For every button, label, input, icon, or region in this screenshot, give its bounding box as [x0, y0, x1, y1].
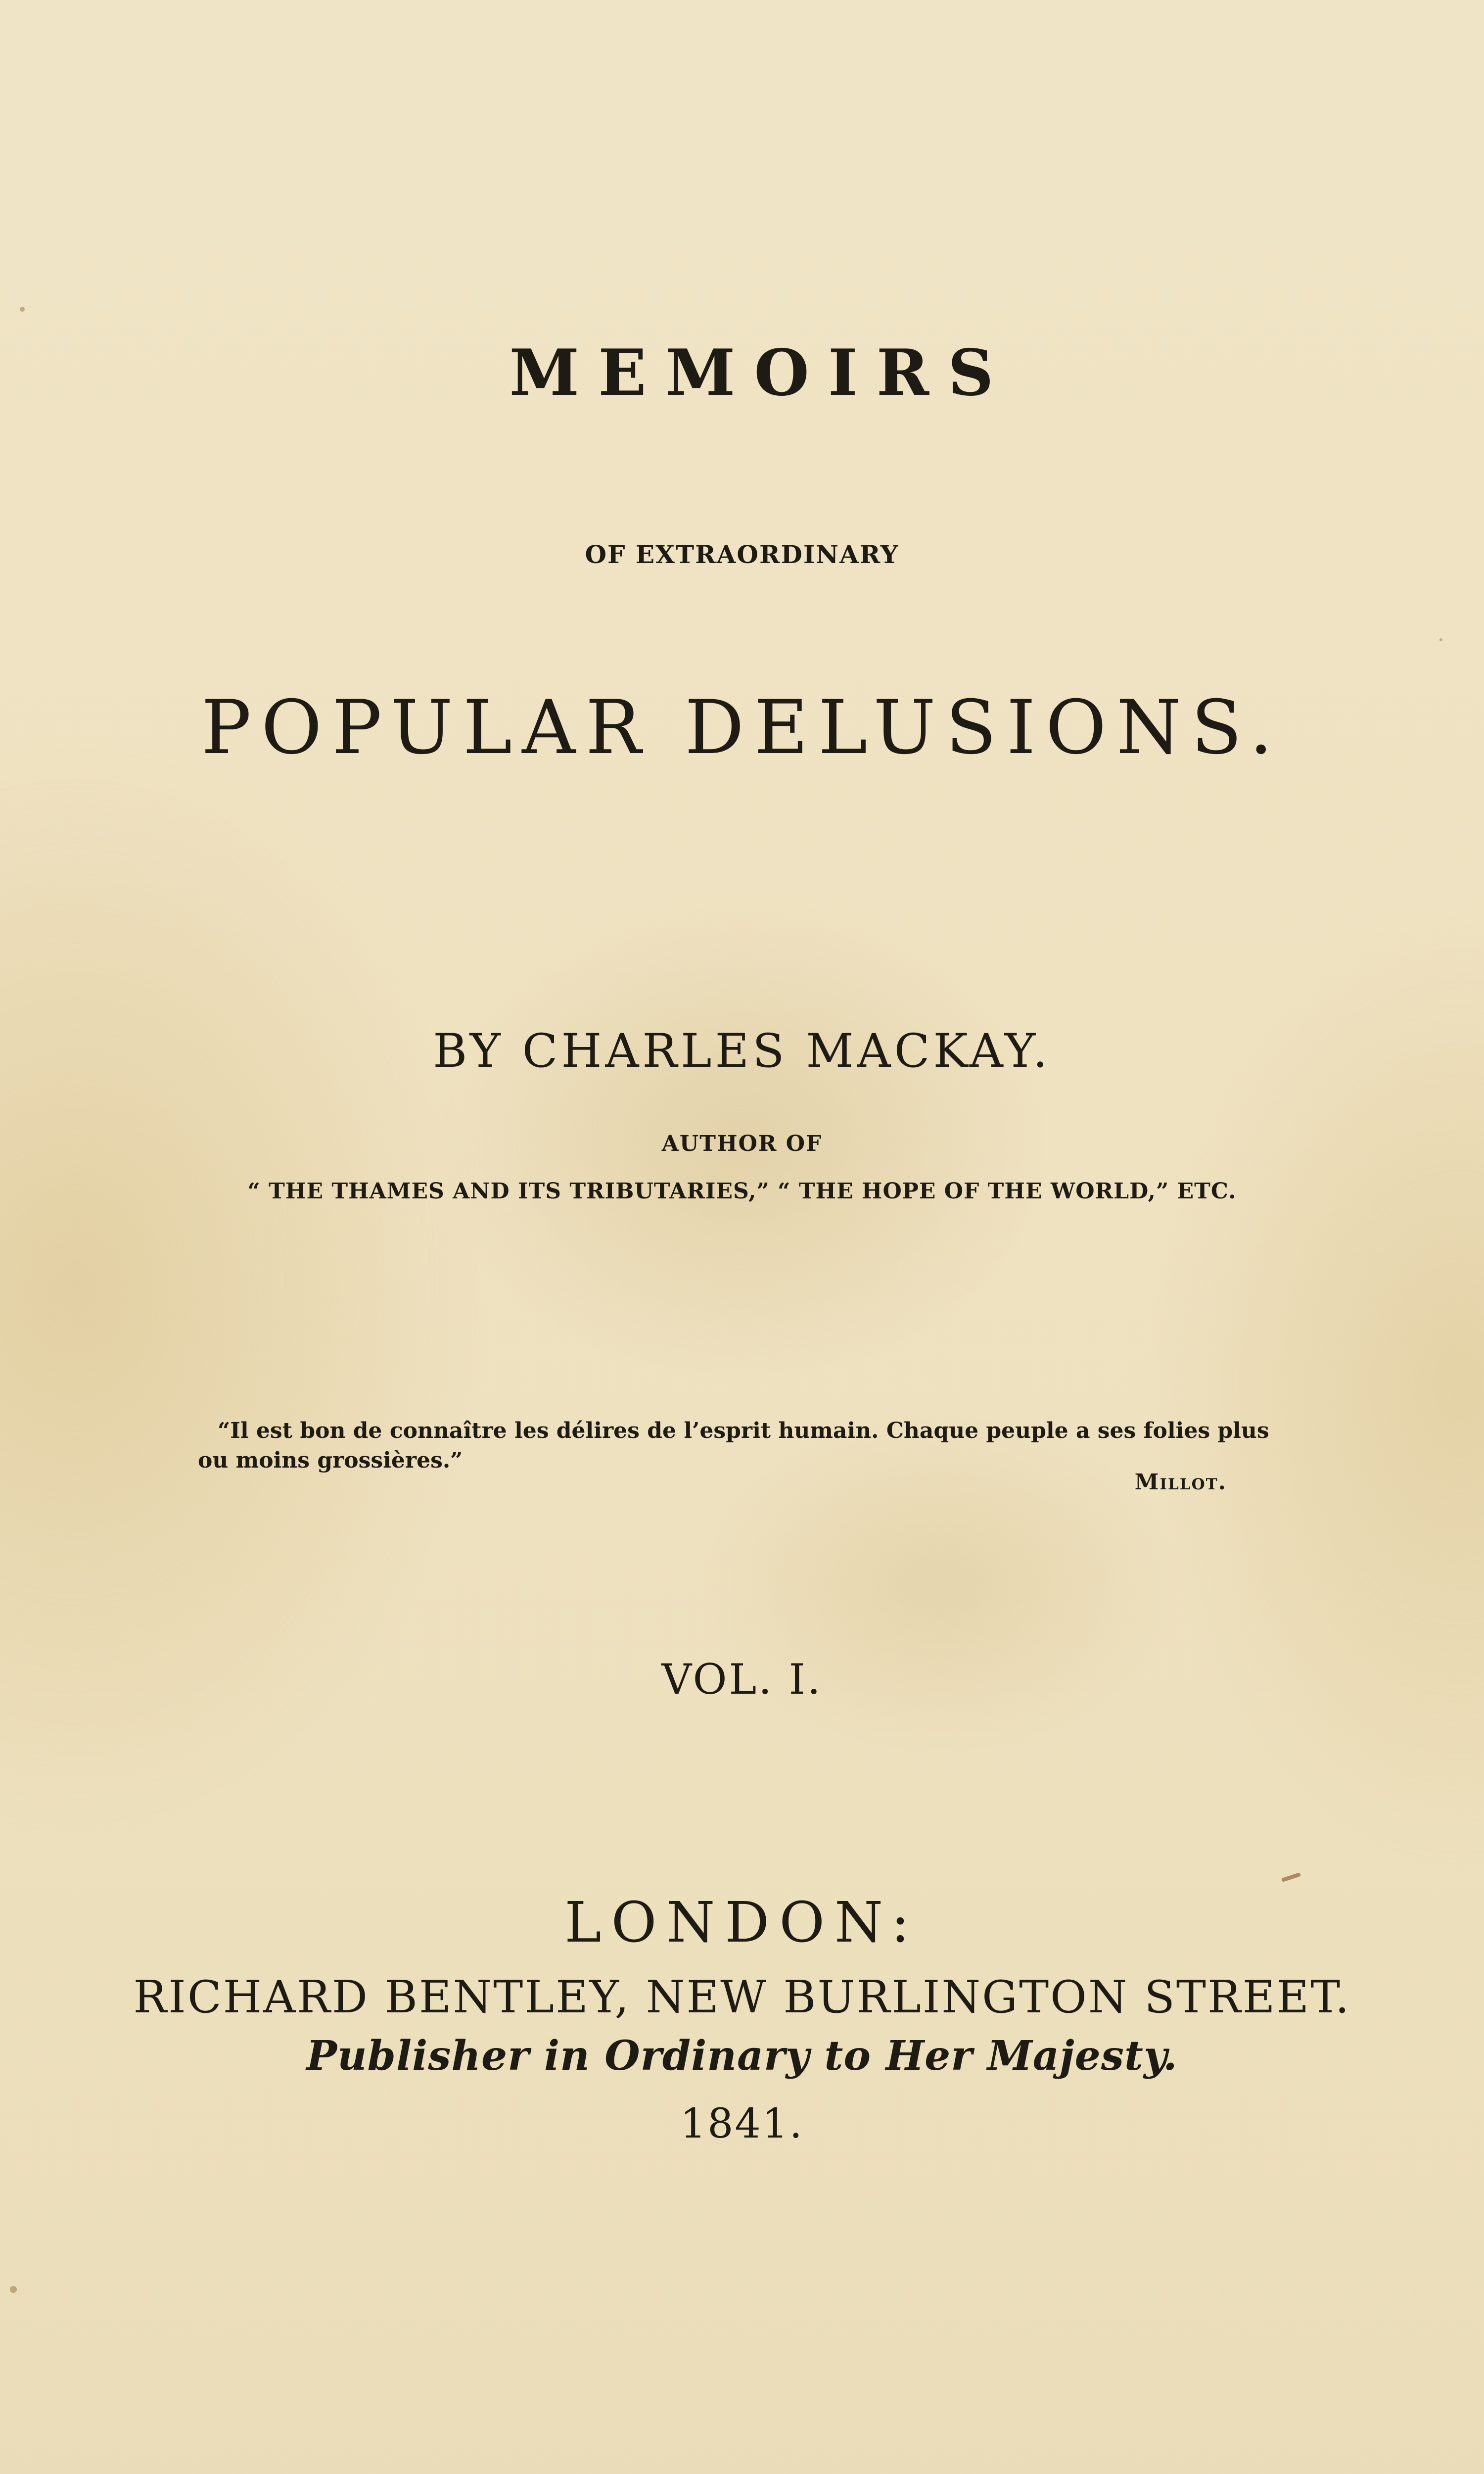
paper-speck [1439, 638, 1442, 641]
imprint-publisher: RICHARD BENTLEY, NEW BURLINGTON STREET. [133, 1971, 1351, 2023]
paper-speck [1281, 1872, 1301, 1882]
epigraph-attribution: Millot. [1134, 1470, 1227, 1495]
imprint-city: LONDON: [564, 1891, 920, 1955]
epigraph-line-1: “Il est bon de connaître les délires de l’esprit humain. Chaque peuple a ses folies plus [218, 1418, 1269, 1443]
volume-number: VOL. I. [661, 1655, 823, 1704]
author-byline: BY CHARLES MACKAY. [433, 1024, 1051, 1078]
author-of-label: AUTHOR OF [661, 1131, 823, 1156]
title-subheading: OF EXTRAORDINARY [585, 540, 899, 569]
epigraph-line-2: ou moins grossières.” [198, 1448, 463, 1473]
paper-speck [10, 2286, 17, 2293]
title-main: POPULAR DELUSIONS. [201, 685, 1283, 771]
imprint-publisher-role: Publisher in Ordinary to Her Majesty. [306, 2032, 1178, 2080]
previous-works: “ THE THAMES AND ITS TRIBUTARIES,” “ THE HOPE OF THE WORLD,” ETC. [247, 1179, 1237, 1204]
imprint-year: 1841. [680, 2100, 804, 2147]
title-memoirs: MEMOIRS [509, 336, 1013, 410]
paper-speck [20, 307, 25, 312]
